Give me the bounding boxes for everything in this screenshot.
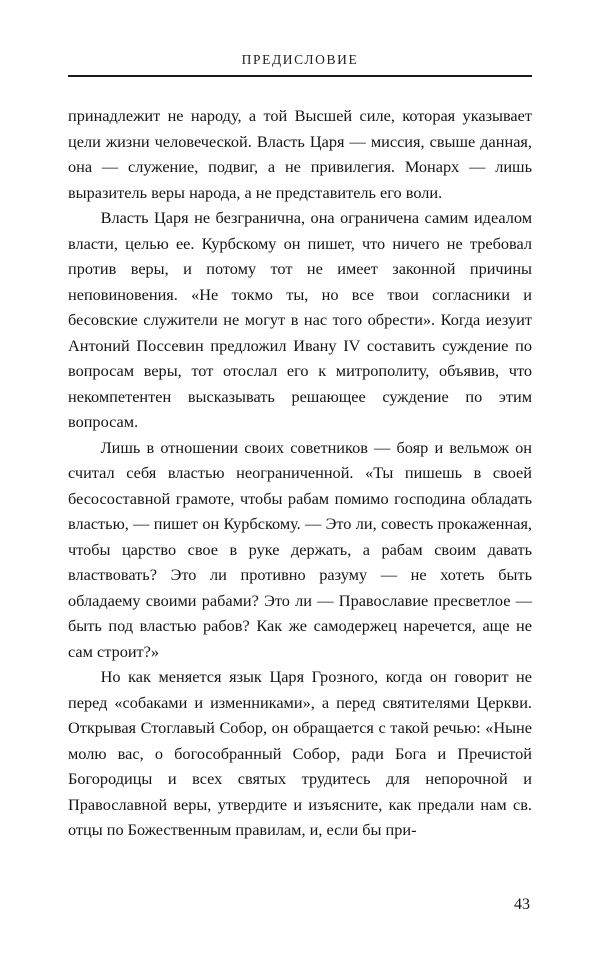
paragraph: принадлежит не народу, а той Высшей силе, которая указывает цели жизни человеческой. Власть Царя — миссия, свыше данная, она — служение, подвиг, а не привилегия. Монарх — лишь выразитель веры народа, а не представитель его воли. — [68, 106, 532, 202]
paragraph: Власть Царя не безгранична, она ограничена самим идеалом власти, целью ее. Курбскому он пишет, что ничего не требовал против веры, и потому тот не имеет законной причины неповиновения. «Не токмо ты, но все твои согласники и бесовские служители не могут в нас того обрести». Когда иезуит Антоний Поссевин предложил Ивану IV составить суждение по вопросам веры, тот отослал его к митрополиту, объявив, что некомпетентен высказывать решающее суждение по этим вопросам. — [68, 208, 532, 431]
running-head: ПРЕДИСЛОВИЕ — [241, 52, 359, 67]
page-spacer — [68, 843, 532, 897]
paragraph: Но как меняется язык Царя Грозного, когда он говорит не перед «собаками и изменниками», а перед святителями Церкви. Открывая Стоглавый Собор, он обращается с такой речью: «Ныне молю вас, о богособранный Собор, ради Бога и Пречистой Богородицы и всех святых трудитесь для непорочной и Православной веры, утвердите и изъясните, как предали нам св. отцы по Божественным правилам, и, если бы при- — [68, 667, 532, 839]
paragraph: Лишь в отношении своих советников — бояр и вельмож он считал себя властью неограниченной. «Ты пишешь в своей бесосоставной грамоте, чтобы рабам помимо господина обладать властью, — пишет он Курбскому. — Это ли, совесть прокаженная, чтобы царство свое в руке держать, а рабам своим давать властвовать? Это ли противно разуму — не хотеть быть обладаему своими рабами? Это ли — Православие пресветлое — быть под властью рабов? Как же самодержец наречется, аще не сам строит?» — [68, 437, 532, 661]
page-number: 43 — [514, 896, 530, 913]
header-divider — [68, 75, 532, 77]
body-text — [68, 103, 532, 843]
